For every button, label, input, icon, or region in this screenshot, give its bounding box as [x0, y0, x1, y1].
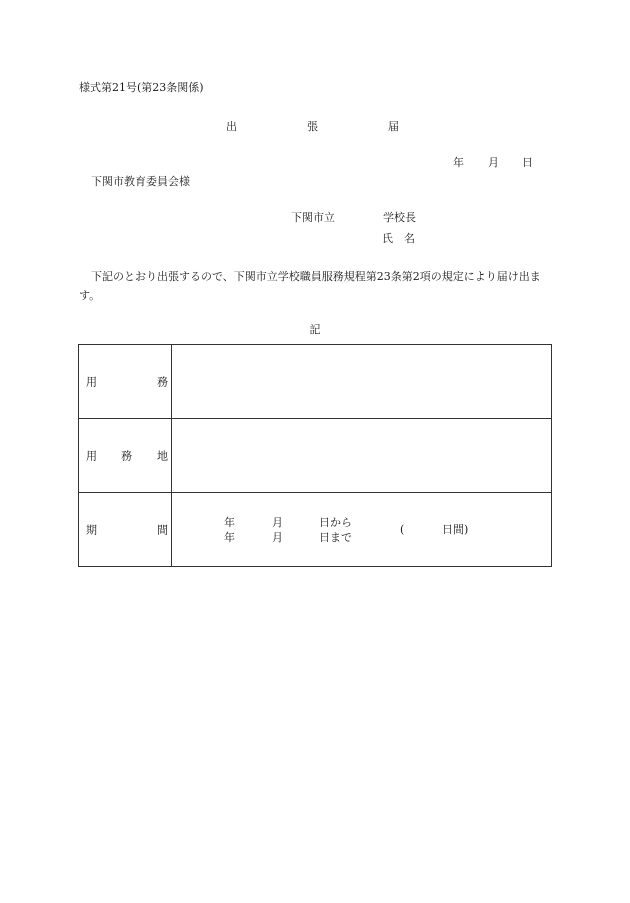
- label-cell-period: [79, 493, 172, 567]
- sender-school-suffix: 学校長: [383, 211, 416, 224]
- title-char: 届: [388, 120, 399, 133]
- table-row: [79, 419, 552, 493]
- period-open-paren: (: [400, 523, 405, 536]
- document-title: [0, 121, 630, 135]
- period-to-row: [172, 532, 552, 545]
- row-label-char: 務: [157, 375, 168, 388]
- business-field[interactable]: [172, 345, 552, 419]
- addressee: 下関市教育委員会様: [91, 175, 190, 188]
- period-days-label: 日間): [442, 523, 469, 536]
- label-cell-business: [79, 345, 172, 419]
- label-cell-destination: [79, 419, 172, 493]
- period-from-row: [172, 516, 552, 536]
- row-label-char: 用: [86, 449, 97, 462]
- row-label-char: 間: [157, 523, 168, 536]
- row-label-char: 地: [157, 449, 168, 462]
- title-char: 出: [226, 120, 237, 133]
- records-table: [78, 344, 552, 567]
- ki-heading: 記: [309, 323, 321, 336]
- row-label-char: 用: [86, 375, 97, 388]
- period-to-year: 年: [224, 531, 235, 544]
- date-month-label: 月: [488, 156, 499, 169]
- period-to-day: 日まで: [319, 531, 352, 544]
- period-from-year: 年: [224, 516, 235, 529]
- table-row: [79, 493, 552, 567]
- row-label-char: 務: [121, 449, 132, 462]
- sender-school-prefix: 下関市立: [291, 211, 335, 224]
- row-label-char: 期: [86, 523, 97, 536]
- period-field[interactable]: [172, 493, 552, 567]
- period-to-month: 月: [272, 531, 283, 544]
- title-char: 張: [307, 120, 318, 133]
- date-year-label: 年: [453, 156, 464, 169]
- sender-name-label: 氏 名: [382, 232, 415, 245]
- destination-field[interactable]: [172, 419, 552, 493]
- date-day-label: 日: [522, 156, 533, 169]
- body-text: 下記のとおり出張するので、下関市立学校職員服務規程第23条第2項の規定により届け出ます。: [79, 270, 541, 302]
- period-from-day: 日から: [319, 516, 352, 529]
- table-row: [79, 345, 552, 419]
- form-number: 様式第21号(第23条関係): [79, 81, 204, 94]
- period-from-month: 月: [272, 516, 283, 529]
